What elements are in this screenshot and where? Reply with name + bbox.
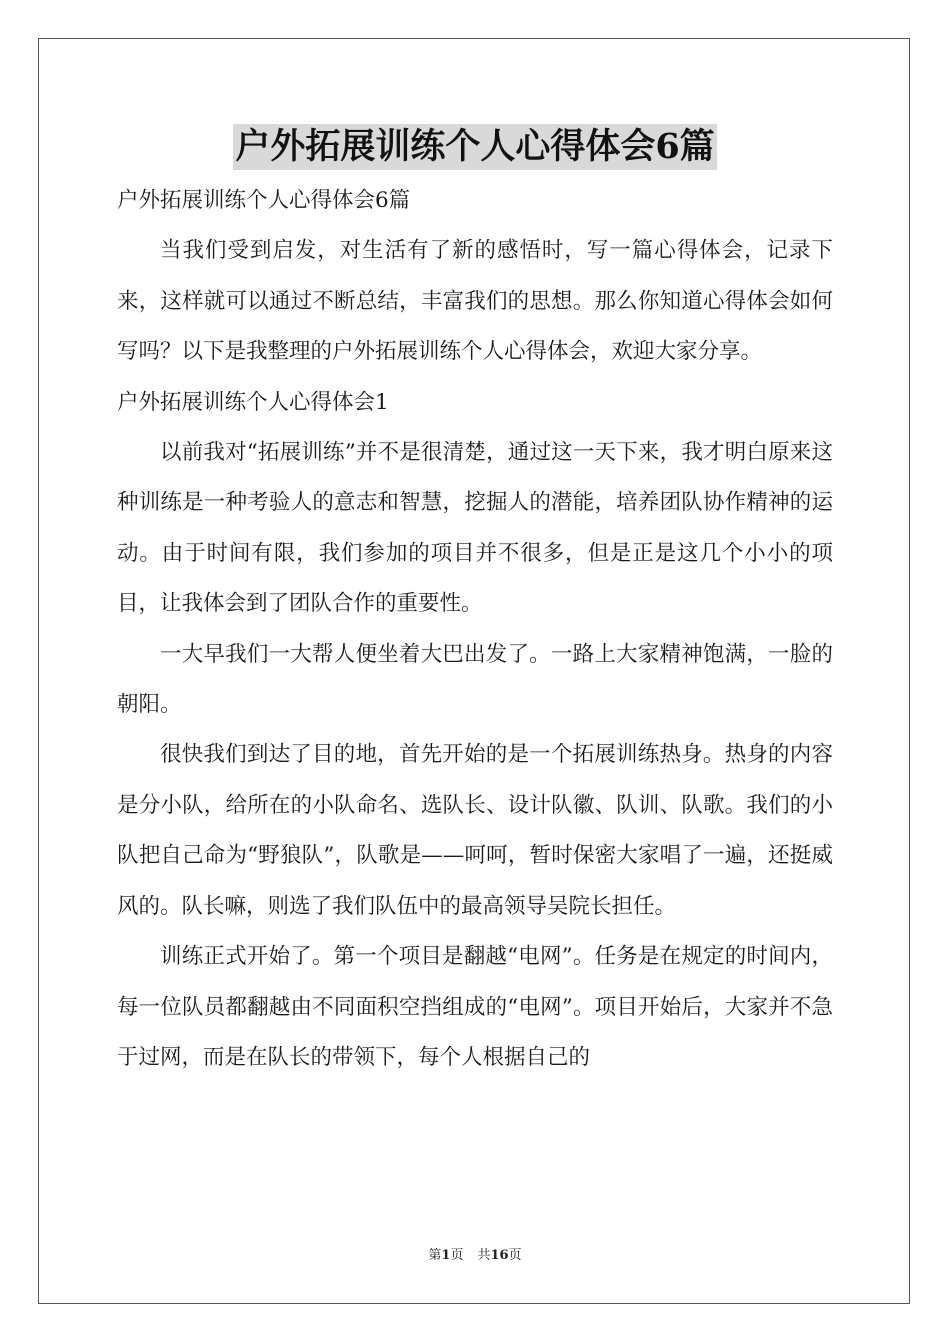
document-body — [117, 176, 833, 1083]
paragraph: 以前我对“拓展训练”并不是很清楚，通过这一天下来，我才明白原来这种训练是一种考验人的意志和智慧，挖掘人的潜能，培养团队协作精神的运动。由于时间有限，我们参加的项目并不很多，但是正是这几个小小的项目，让我体会到了团队合作的重要性。 — [117, 440, 833, 617]
page-suffix: 页 — [450, 1248, 464, 1263]
paragraph: 当我们受到启发，对生活有了新的感悟时，写一篇心得体会，记录下来，这样就可以通过不断总结，丰富我们的思想。那么你知道心得体会如何写吗？以下是我整理的户外拓展训练个人心得体会，欢迎大家分享。 — [117, 238, 833, 365]
current-page-number: 1 — [441, 1248, 451, 1263]
paragraph: 一大早我们一大帮人便坐着大巴出发了。一路上大家精神饱满，一脸的朝阳。 — [117, 641, 833, 718]
page-prefix: 第 — [428, 1248, 442, 1263]
paragraph: 户外拓展训练个人心得体会1 — [117, 389, 389, 415]
page-footer — [0, 1246, 950, 1266]
title-container — [0, 124, 950, 170]
paragraph: 很快我们到达了目的地，首先开始的是一个拓展训练热身。热身的内容是分小队，给所在的小队命名、选队长、设计队徽、队训、队歌。我们的小队把自己命为“野狼队”，队歌是——呵呵，暂时保密大家唱了一遍，还挺威风的。队长嘛，则选了我们队伍中的最高领导吴院长担任。 — [117, 742, 833, 919]
document-title: 户外拓展训练个人心得体会6篇 — [233, 124, 716, 170]
total-page-number: 16 — [490, 1248, 509, 1263]
total-prefix: 共 — [477, 1248, 491, 1263]
paragraph: 户外拓展训练个人心得体会6篇 — [117, 188, 411, 213]
paragraph: 训练正式开始了。第一个项目是翻越“电网”。任务是在规定的时间内，每一位队员都翻越由不同面积空挡组成的“电网”。项目开始后，大家并不急于过网，而是在队长的带领下，每个人根据自己的 — [117, 944, 833, 1070]
total-suffix: 页 — [508, 1248, 522, 1263]
